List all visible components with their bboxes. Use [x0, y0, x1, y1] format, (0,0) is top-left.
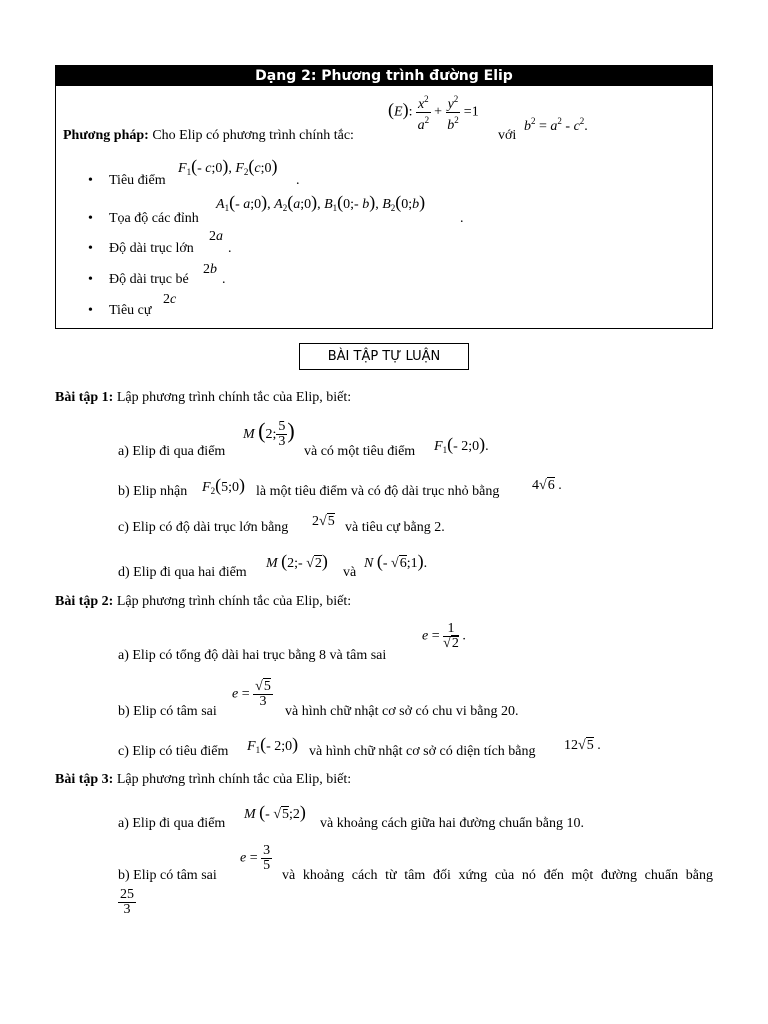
with-word: với	[498, 128, 517, 143]
bullet-focal-length: Tiêu cự	[109, 303, 152, 318]
section-title: Dạng 2: Phương trình đường Elip	[56, 66, 712, 86]
vertices-formula: $A_1(-$ a;0), $A_2(a;0)$, $B_1(0;-$ b), $B_2(0;b)$	[216, 192, 426, 213]
ex3-b-pre: b) Elip có tâm sai	[118, 868, 217, 883]
bullet-dot: •	[88, 211, 93, 226]
minor-axis-formula: 2b	[203, 262, 217, 277]
ex2-c-pre: c) Elip có tiêu điểm	[118, 744, 229, 759]
focal-length-formula: 2c	[163, 292, 177, 307]
method-text: Cho Elip có phương trình chính tắc:	[152, 128, 354, 143]
ex1-b-value: 4√6 .	[532, 478, 562, 493]
ex1-d-mid: và	[343, 565, 357, 580]
bullet-dot: •	[88, 303, 93, 318]
ex3-title: Bài tập 3: Lập phương trình chính tắc của Elip, biết:	[55, 772, 352, 787]
ex1-title: Bài tập 1: Lập phương trình chính tắc của Elip, biết:	[55, 390, 352, 405]
ex3-a-pre: a) Elip đi qua điểm	[118, 816, 226, 831]
ex2-b-eccentricity: e = $\frac{√5}{3}$	[232, 679, 271, 709]
bullet-major-axis: Độ dài trục lớn	[109, 241, 194, 256]
ex3-b-mid: và khoảng cách từ tâm đối xứng của nó đến một đường chuẩn bằng	[282, 868, 713, 883]
ex1-d-pre: d) Elip đi qua hai điểm	[118, 565, 247, 580]
bullet-minor-axis: Độ dài trục bé	[109, 272, 189, 287]
ex1-d-point-m: M (2;- √2)	[266, 551, 328, 571]
ex1-c-mid: và tiêu cự bằng 2.	[345, 520, 445, 535]
bullet-vertices: Tọa độ các đỉnh	[109, 211, 199, 226]
bullet-dot: •	[88, 173, 93, 188]
ex1-c-pre: c) Elip có độ dài trục lớn bằng	[118, 520, 289, 535]
ex1-a-focus: $F_1(-$ 2;0).	[434, 434, 489, 455]
foci-formula: $F_1(-$ c;0), $F_2(c;0)$	[178, 156, 278, 177]
exercise-heading: BÀI TẬP TỰ LUẬN	[299, 343, 469, 370]
b-squared-relation: $b^2 = a^2 - c^2$.	[524, 116, 588, 134]
ex2-title: Bài tập 2: Lập phương trình chính tắc của Elip, biết:	[55, 594, 352, 609]
ex1-b-focus: $F_2(5;0)$	[202, 475, 245, 496]
ex1-d-point-n: N (- √6;1).	[364, 551, 428, 571]
ex2-b-pre: b) Elip có tâm sai	[118, 704, 217, 719]
ex2-c-value: 12√5 .	[564, 738, 601, 753]
ex1-a-pre: a) Elip đi qua điểm	[118, 444, 226, 459]
ex3-b-eccentricity: e = $\frac{3}{5}$	[240, 843, 271, 873]
ex3-a-point-m: M (- √5;2)	[244, 802, 306, 822]
bullet-foci: Tiêu điểm	[109, 173, 166, 188]
ex1-a-point-m: M (2; $\frac{5}{3}$ )	[243, 418, 295, 450]
bullet-dot: •	[88, 272, 93, 287]
ellipse-equation: (E): $\frac{x^2}{a^2}$ + $\frac{y^2}{b^2}$ =1	[388, 94, 479, 133]
ex3-b-value: $\frac{25}{3}$	[120, 887, 134, 917]
ex2-a-eccentricity: e = $\frac{1}{√2}$ .	[422, 621, 466, 651]
ex1-b-pre: b) Elip nhận	[118, 484, 188, 499]
bullet-dot: •	[88, 241, 93, 256]
method-line	[63, 128, 354, 144]
ex1-b-mid: là một tiêu điểm và có độ dài trục nhỏ bằng	[256, 484, 500, 499]
ex2-b-mid: và hình chữ nhật cơ sở có chu vi bằng 20.	[285, 704, 519, 719]
ex2-c-focus: $F_1(-$ 2;0)	[247, 734, 299, 755]
ex1-c-value: 2√5	[312, 514, 335, 529]
major-axis-formula: 2a	[209, 229, 223, 244]
ex2-c-mid: và hình chữ nhật cơ sở có diện tích bằng	[309, 744, 536, 759]
ex3-a-mid: và khoảng cách giữa hai đường chuẩn bằng 10.	[320, 816, 584, 831]
method-label: Phương pháp:	[63, 128, 149, 143]
ex1-a-mid: và có một tiêu điểm	[304, 444, 416, 459]
ex2-a-pre: a) Elip có tổng độ dài hai trục bằng 8 và tâm sai	[118, 648, 387, 663]
